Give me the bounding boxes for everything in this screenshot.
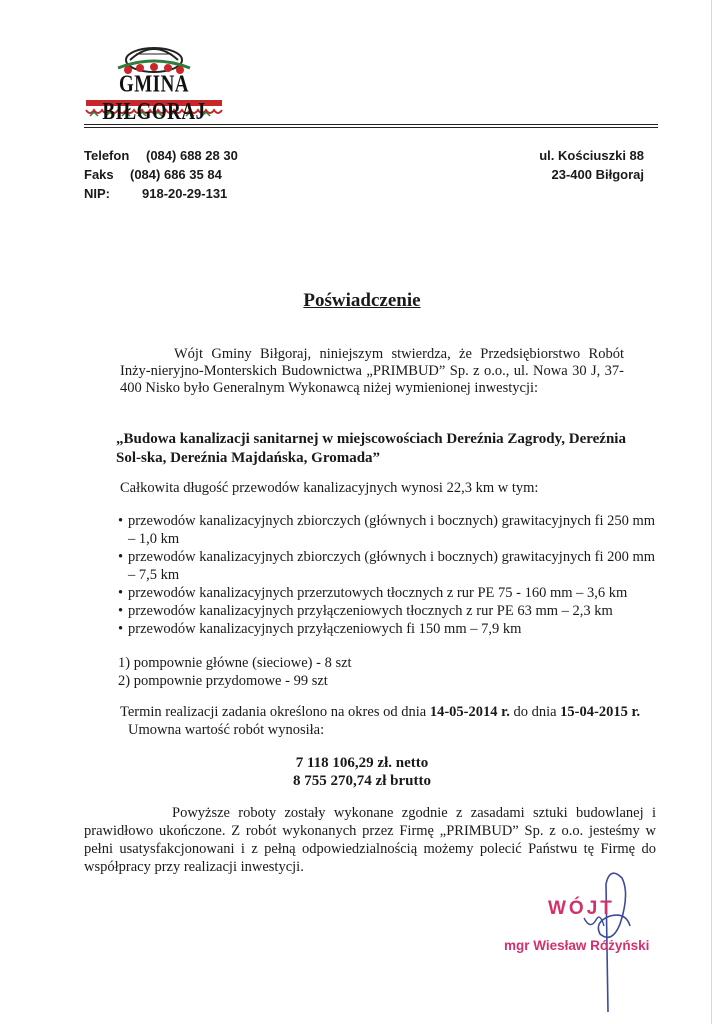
contract-value-label: Umowna wartość robót wynosiła: <box>128 722 325 738</box>
stamp-role: WÓJT <box>548 898 615 919</box>
contact-value: (084) 688 28 30 <box>146 148 238 163</box>
contact-label: Faks <box>84 167 114 182</box>
address-city: 23-400 Biłgoraj <box>551 167 644 182</box>
term-prefix: Termin realizacji zadania określono na okres od dnia <box>120 704 427 720</box>
contact-label: Telefon <box>84 148 130 163</box>
contract-amounts <box>0 754 724 790</box>
list-item-text: przewodów kanalizacyjnych zbiorczych (głównych i bocznych) grawitacyjnych fi 200 mm – 7,5 km <box>128 549 656 583</box>
document-title: Poświadczenie <box>303 290 421 311</box>
list-item <box>118 548 658 584</box>
investment-name: „Budowa kanalizacji sanitarnej w miejscowościach Dereźnia Zagrody, Dereźnia Sol-ska, Dereźnia Majdańska, Gromada” <box>116 431 626 466</box>
contact-value: 918-20-29-131 <box>142 186 228 201</box>
term-from-date: 14-05-2014 r. <box>429 704 510 720</box>
term-to-date: 15-04-2015 r. <box>560 704 641 720</box>
intro-paragraph: Wójt Gminy Biłgoraj, niniejszym stwierdza, że Przedsiębiorstwo Robót Inży-nieryjno-Monterskich Budownictwa „PRIMBUD” Sp. z o.o., ul. Nowa 30 J, 37-400 Nisko było Generalnym Wykonawcą niżej wymienionej inwestycji: <box>120 346 624 396</box>
list-item-text: przewodów kanalizacyjnych przyłączeniowych fi 150 mm – 7,9 km <box>128 621 522 637</box>
stamp-name: mgr Wiesław Różyński <box>504 938 650 953</box>
pipe-list <box>118 512 658 638</box>
final-paragraph: Powyższe roboty zostały wykonane zgodnie z zasadami sztuki budowlanej i prawidłowo ukończone. Z robót wykonanych przez Firmę „PRIMBUD” Sp. z o.o. jesteśmy w pełni usatysfakcjonowani i z pełną odpowiedzialnością możemy polecić Państwu tę Firmę do współpracy przy realizacji inwestycji. <box>84 805 656 875</box>
contact-fax <box>84 165 238 184</box>
contact-info <box>84 146 238 203</box>
list-item: 1) pompownie główne (sieciowe) - 8 szt <box>118 655 352 671</box>
page-edge <box>711 0 712 1024</box>
list-item-text: przewodów kanalizacyjnych przyłączeniowych tłocznych z rur PE 63 mm – 2,3 km <box>128 603 613 619</box>
address-block <box>539 146 644 184</box>
list-item <box>118 584 658 602</box>
list-item: 2) pompownie przydomowe - 99 szt <box>118 673 328 689</box>
contact-value: (084) 686 35 84 <box>130 167 222 182</box>
municipality-logo <box>84 38 224 126</box>
pump-stations-list <box>118 654 352 690</box>
term-line <box>120 704 660 721</box>
total-length-text: Całkowita długość przewodów kanalizacyjnych wynosi 22,3 km w tym: <box>120 480 539 496</box>
header-divider <box>84 124 658 128</box>
address-street: ul. Kościuszki 88 <box>539 148 644 163</box>
amount-net: 7 118 106,29 zł. netto <box>295 755 429 771</box>
list-item <box>118 602 658 620</box>
logo-text: GMINA BIŁGORAJ <box>102 71 206 126</box>
contact-phone <box>84 146 238 165</box>
contact-nip <box>84 184 238 203</box>
list-item <box>118 620 658 638</box>
list-item-text: przewodów kanalizacyjnych przerzutowych tłocznych z rur PE 75 - 160 mm – 3,6 km <box>128 585 628 601</box>
term-mid: do dnia <box>513 704 557 720</box>
contact-label: NIP: <box>84 186 110 201</box>
list-item-text: przewodów kanalizacyjnych zbiorczych (głównych i bocznych) grawitacyjnych fi 250 mm – 1,0 km <box>128 513 656 547</box>
amount-gross: 8 755 270,74 zł brutto <box>293 773 431 789</box>
list-item <box>118 512 658 548</box>
